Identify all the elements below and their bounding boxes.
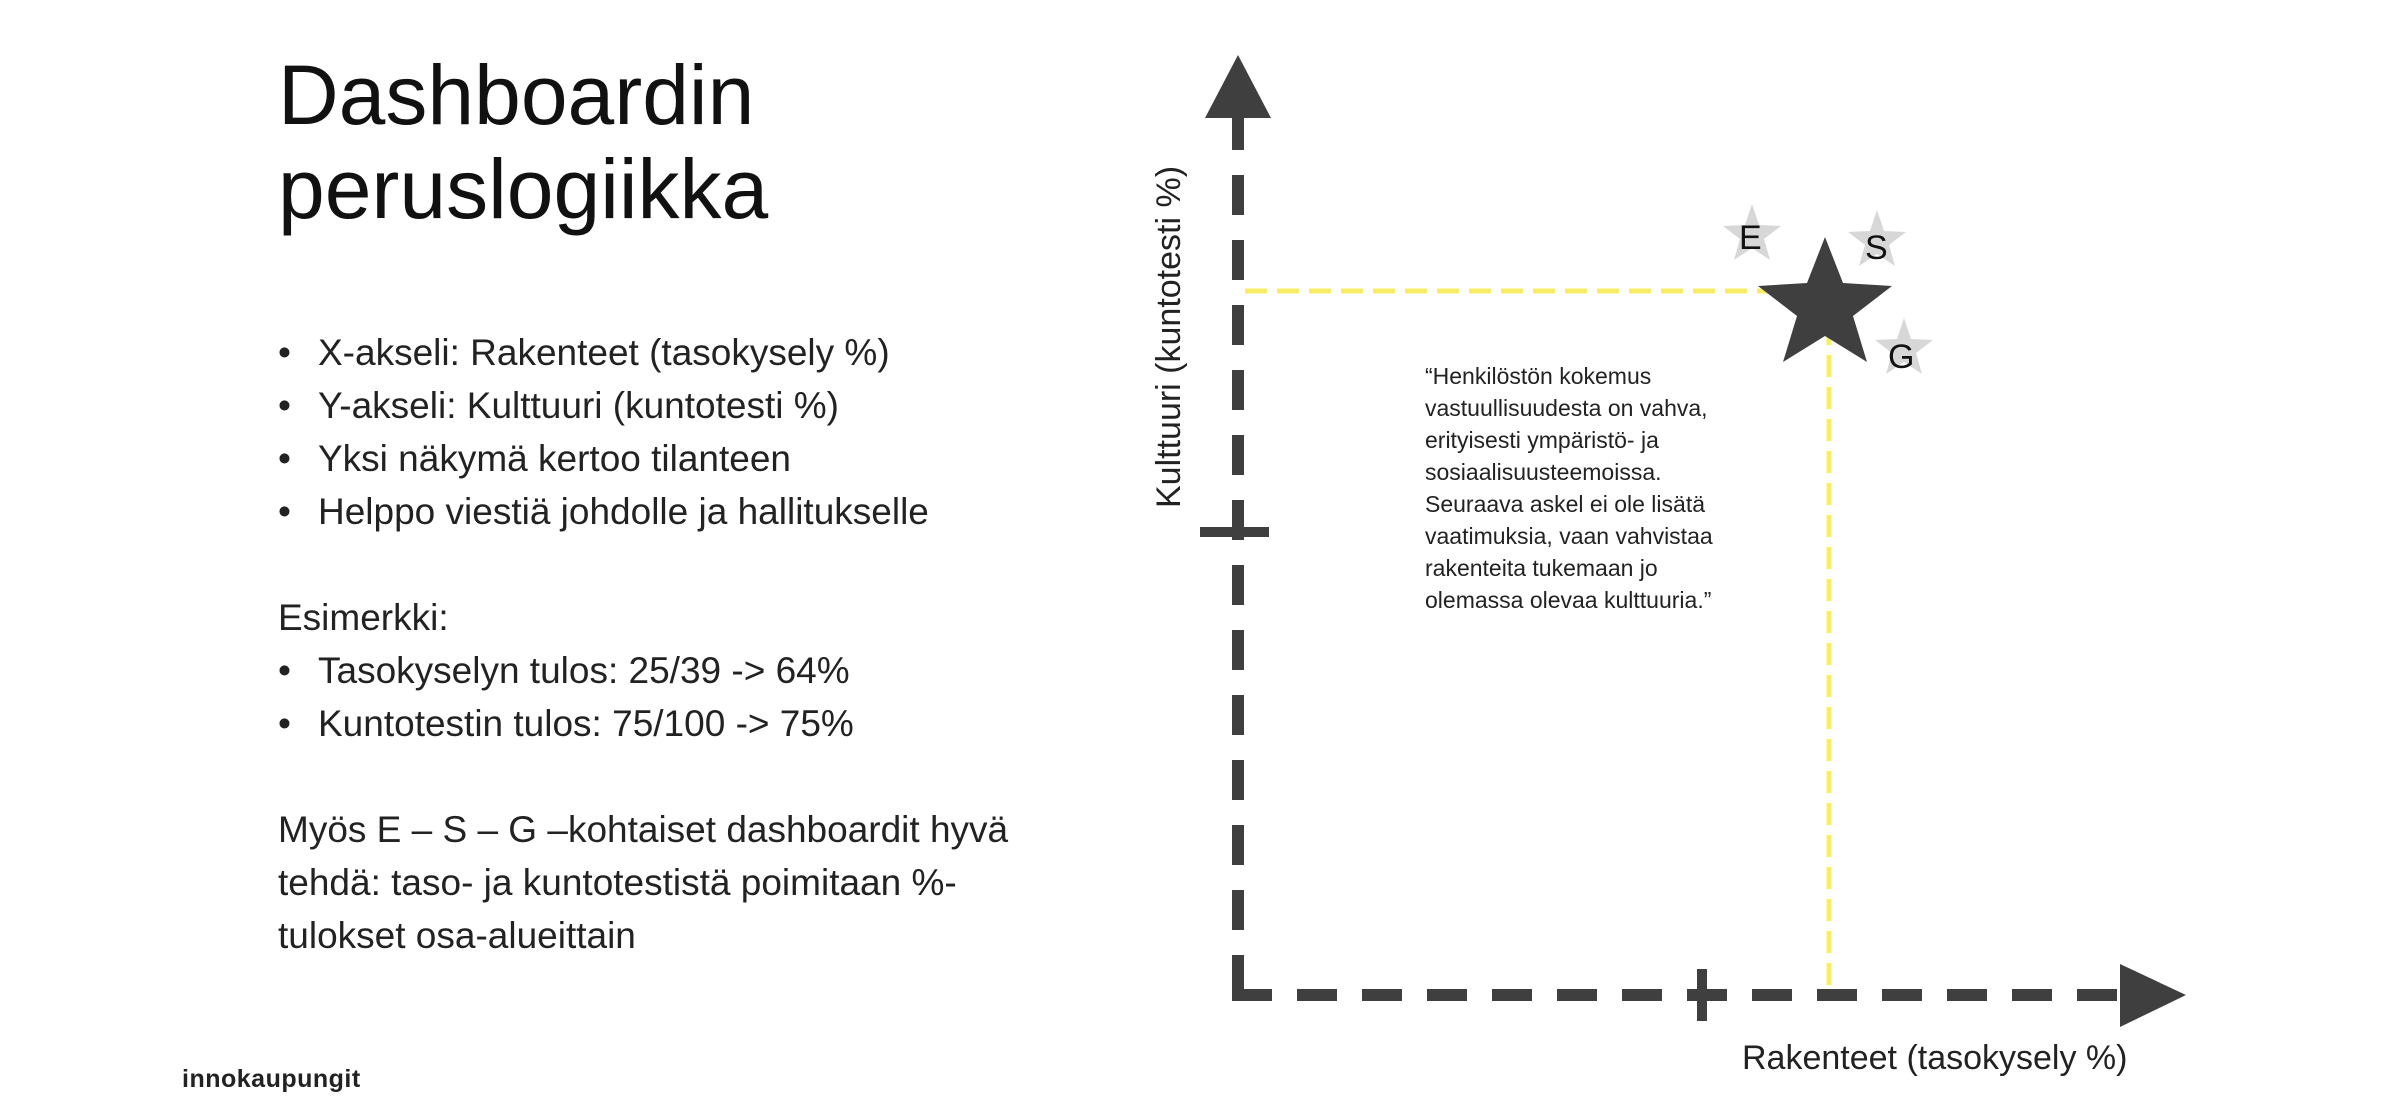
note-line-1: Myös E – S – G –kohtaiset dashboardit hyvä xyxy=(278,809,1009,850)
quote-text xyxy=(1425,360,1765,616)
note-line-3: tulokset osa-alueittain xyxy=(278,915,636,956)
example-level-survey: • Tasokyselyn tulos: 25/39 -> 64% xyxy=(278,644,1078,697)
quote-line-8: olemassa olevaa kulttuuria.” xyxy=(1425,587,1712,613)
star-label-g: G xyxy=(1888,338,1915,376)
example-fitness-test: • Kuntotestin tulos: 75/100 -> 75% xyxy=(278,697,1078,750)
quote-line-5: Seuraava askel ei ole lisätä xyxy=(1425,491,1705,517)
title-line-1: Dashboardin xyxy=(278,48,755,142)
brand-logo-text: innokaupungit xyxy=(182,1065,361,1093)
bullet-easy-communication: • Helppo viestiä johdolle ja hallitukselle xyxy=(278,485,1078,538)
x-axis-label: Rakenteet (tasokysely %) xyxy=(1742,1039,2128,1077)
quote-line-4: sosiaalisuusteemoissa. xyxy=(1425,459,1662,485)
bullet-y-axis: • Y-akseli: Kulttuuri (kuntotesti %) xyxy=(278,379,1078,432)
y-axis-label: Kulttuuri (kuntotesti %) xyxy=(1150,165,1188,508)
star-label-s: S xyxy=(1865,229,1888,267)
example-heading: Esimerkki: xyxy=(278,597,449,638)
quote-line-2: vastuullisuudesta on vahva, xyxy=(1425,395,1708,421)
quote-line-7: rakenteita tukemaan jo xyxy=(1425,555,1658,581)
star-label-e: E xyxy=(1739,219,1762,257)
bullet-x-axis: • X-akseli: Rakenteet (tasokysely %) xyxy=(278,326,1078,379)
quote-line-3: erityisesti ympäristö- ja xyxy=(1425,427,1659,453)
title-line-2: peruslogiikka xyxy=(278,142,769,236)
arrow-up-icon xyxy=(1205,55,1271,118)
bullet-single-view: • Yksi näkymä kertoo tilanteen xyxy=(278,432,1078,485)
quote-line-6: vaatimuksia, vaan vahvistaa xyxy=(1425,523,1713,549)
arrow-right-icon xyxy=(2120,964,2186,1027)
quote-line-1: “Henkilöstön kokemus xyxy=(1425,363,1652,389)
note-line-2: tehdä: taso- ja kuntotestistä poimitaan %- xyxy=(278,862,957,903)
